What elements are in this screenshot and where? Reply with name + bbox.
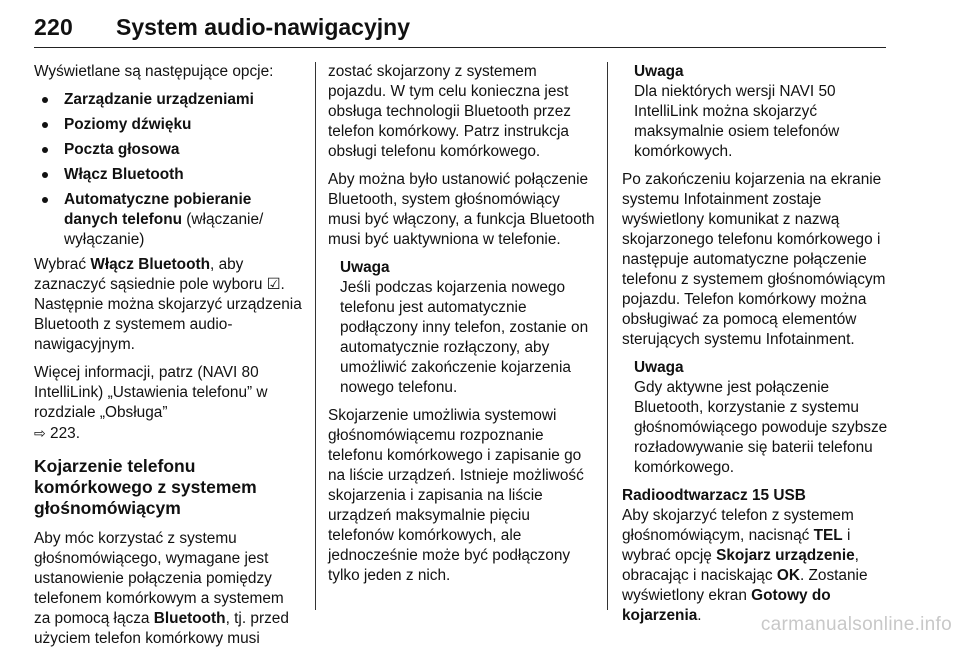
column-3 <box>622 62 892 634</box>
text-run-bold: TEL <box>813 527 843 544</box>
text-run: . Zostanie wyświetlony ekran <box>622 567 868 604</box>
bullet-icon <box>42 172 48 178</box>
list-item <box>34 165 304 185</box>
options-intro: Wyświetlane są następujące opcje: <box>34 63 274 80</box>
option-label: Poziomy dźwięku <box>64 116 192 133</box>
note-text: Gdy aktywne jest połączenie Bluetooth, korzystanie z systemu głośnomówiącego powoduje szybsze rozładowywanie się baterii telefonu komórkowego. <box>634 379 888 476</box>
note-label: Uwaga <box>634 359 684 376</box>
list-item <box>34 140 304 160</box>
text-run: , aby zaznaczyć sąsiednie pole wyboru ☑. Następnie można skojarzyć urządzenia Bluetooth z systemem audio-nawigacyjnym. <box>34 256 302 353</box>
paragraph: Aby można było ustanowić połączenie Bluetooth, system głośnomówiący musi być włączony, a funkcja Bluetooth musi być uaktywniona w telefonie. <box>328 171 595 248</box>
paragraph: zostać skojarzony z systemem pojazdu. W tym celu konieczna jest obsługa technologii Bluetooth przez telefon komórkowy. Patrz instrukcja obsługi telefonu komórkowego. <box>328 63 571 160</box>
bullet-icon <box>42 97 48 103</box>
text-run: . <box>697 607 702 624</box>
column-2 <box>328 62 596 594</box>
text-run: i wybrać opcję <box>622 527 851 564</box>
note-label: Uwaga <box>340 259 390 276</box>
page-header <box>34 14 886 48</box>
text-run: Wybrać <box>34 256 91 273</box>
options-list <box>34 90 304 250</box>
option-label: Automatyczne pobieranie danych telefonu <box>64 191 252 228</box>
column-divider-2 <box>607 62 608 610</box>
paragraph <box>622 506 892 626</box>
subsection-heading: Radioodtwarzacz 15 USB <box>622 487 806 504</box>
list-item <box>34 190 304 250</box>
option-label: Poczta głosowa <box>64 141 180 158</box>
column-divider-1 <box>315 62 316 610</box>
page-ref-arrow-icon: ⇨ <box>34 425 46 441</box>
note-block <box>622 62 892 162</box>
list-item <box>34 115 304 135</box>
note-block <box>328 258 596 398</box>
text-run: Aby skojarzyć telefon z systemem głośnomówiącym, nacisnąć <box>622 507 854 544</box>
page-reference: 223. <box>45 425 80 442</box>
text-run: Więcej informacji, patrz (NAVI 80 IntelliLink) „Ustawienia telefonu” w rozdziale „Obsługa” <box>34 364 268 421</box>
text-run-bold: OK <box>776 567 800 584</box>
bullet-icon <box>42 147 48 153</box>
text-run: Aby móc korzystać z systemu głośnomówiącego, wymagane jest ustanowienie połączenia pomiędzy telefonem komórkowym a systemem za pomocą łącza <box>34 530 284 627</box>
text-run-bold: Bluetooth <box>153 610 226 627</box>
paragraph <box>34 255 304 355</box>
watermark: carmanualsonline.info <box>760 614 952 635</box>
section-heading: Kojarzenie telefonu komórkowego z systemem głośnomówiącym <box>34 456 257 518</box>
note-block <box>622 358 892 478</box>
option-label: Zarządzanie urządzeniami <box>64 91 254 108</box>
bullet-icon <box>42 197 48 203</box>
paragraph <box>34 529 304 649</box>
note-text: Dla niektórych wersji NAVI 50 IntelliLink można skojarzyć maksymalnie osiem telefonów komórkowych. <box>634 83 840 160</box>
paragraph: Po zakończeniu kojarzenia na ekranie systemu Infotainment zostaje wyświetlony komunikat z nazwą skojarzonego telefonu komórkowego i następuje automatyczne połączenie telefonu z systemem głośnomówiącym pojazdu. Telefon komórkowy można obsługiwać za pomocą elementów sterujących systemu Infotainment. <box>622 171 886 348</box>
bullet-icon <box>42 122 48 128</box>
column-1 <box>34 62 304 657</box>
option-suffix: (włączanie/ wyłączanie) <box>64 211 264 248</box>
page-number: 220 <box>34 14 73 40</box>
option-label: Włącz Bluetooth <box>64 166 184 183</box>
text-run-bold: Gotowy do kojarzenia <box>622 587 831 624</box>
text-run-bold: Skojarz urządzenie <box>716 547 855 564</box>
text-run: , obracając i naciskając <box>622 547 859 584</box>
text-run: , tj. przed użyciem telefon komórkowy musi <box>34 610 289 647</box>
list-item <box>34 90 304 110</box>
paragraph: Skojarzenie umożliwia systemowi głośnomówiącemu rozpoznanie telefonu komórkowego i zapisanie go na liście urządzeń. Istnieje możliwość skojarzenia i zapisania na liście urządzeń maksymalnie pięciu telefonów komórkowych, ale jednocześnie może być podłączony tylko jeden z nich. <box>328 407 584 584</box>
paragraph <box>34 363 304 444</box>
note-text: Jeśli podczas kojarzenia nowego telefonu jest automatycznie podłączony inny telefon, zostanie on automatycznie rozłączony, aby umożliwić zakończenie kojarzenia nowego telefonu. <box>340 279 589 396</box>
page-title: System audio-nawigacyjny <box>116 14 410 40</box>
note-label: Uwaga <box>634 63 684 80</box>
text-run-bold: Włącz Bluetooth <box>90 256 211 273</box>
